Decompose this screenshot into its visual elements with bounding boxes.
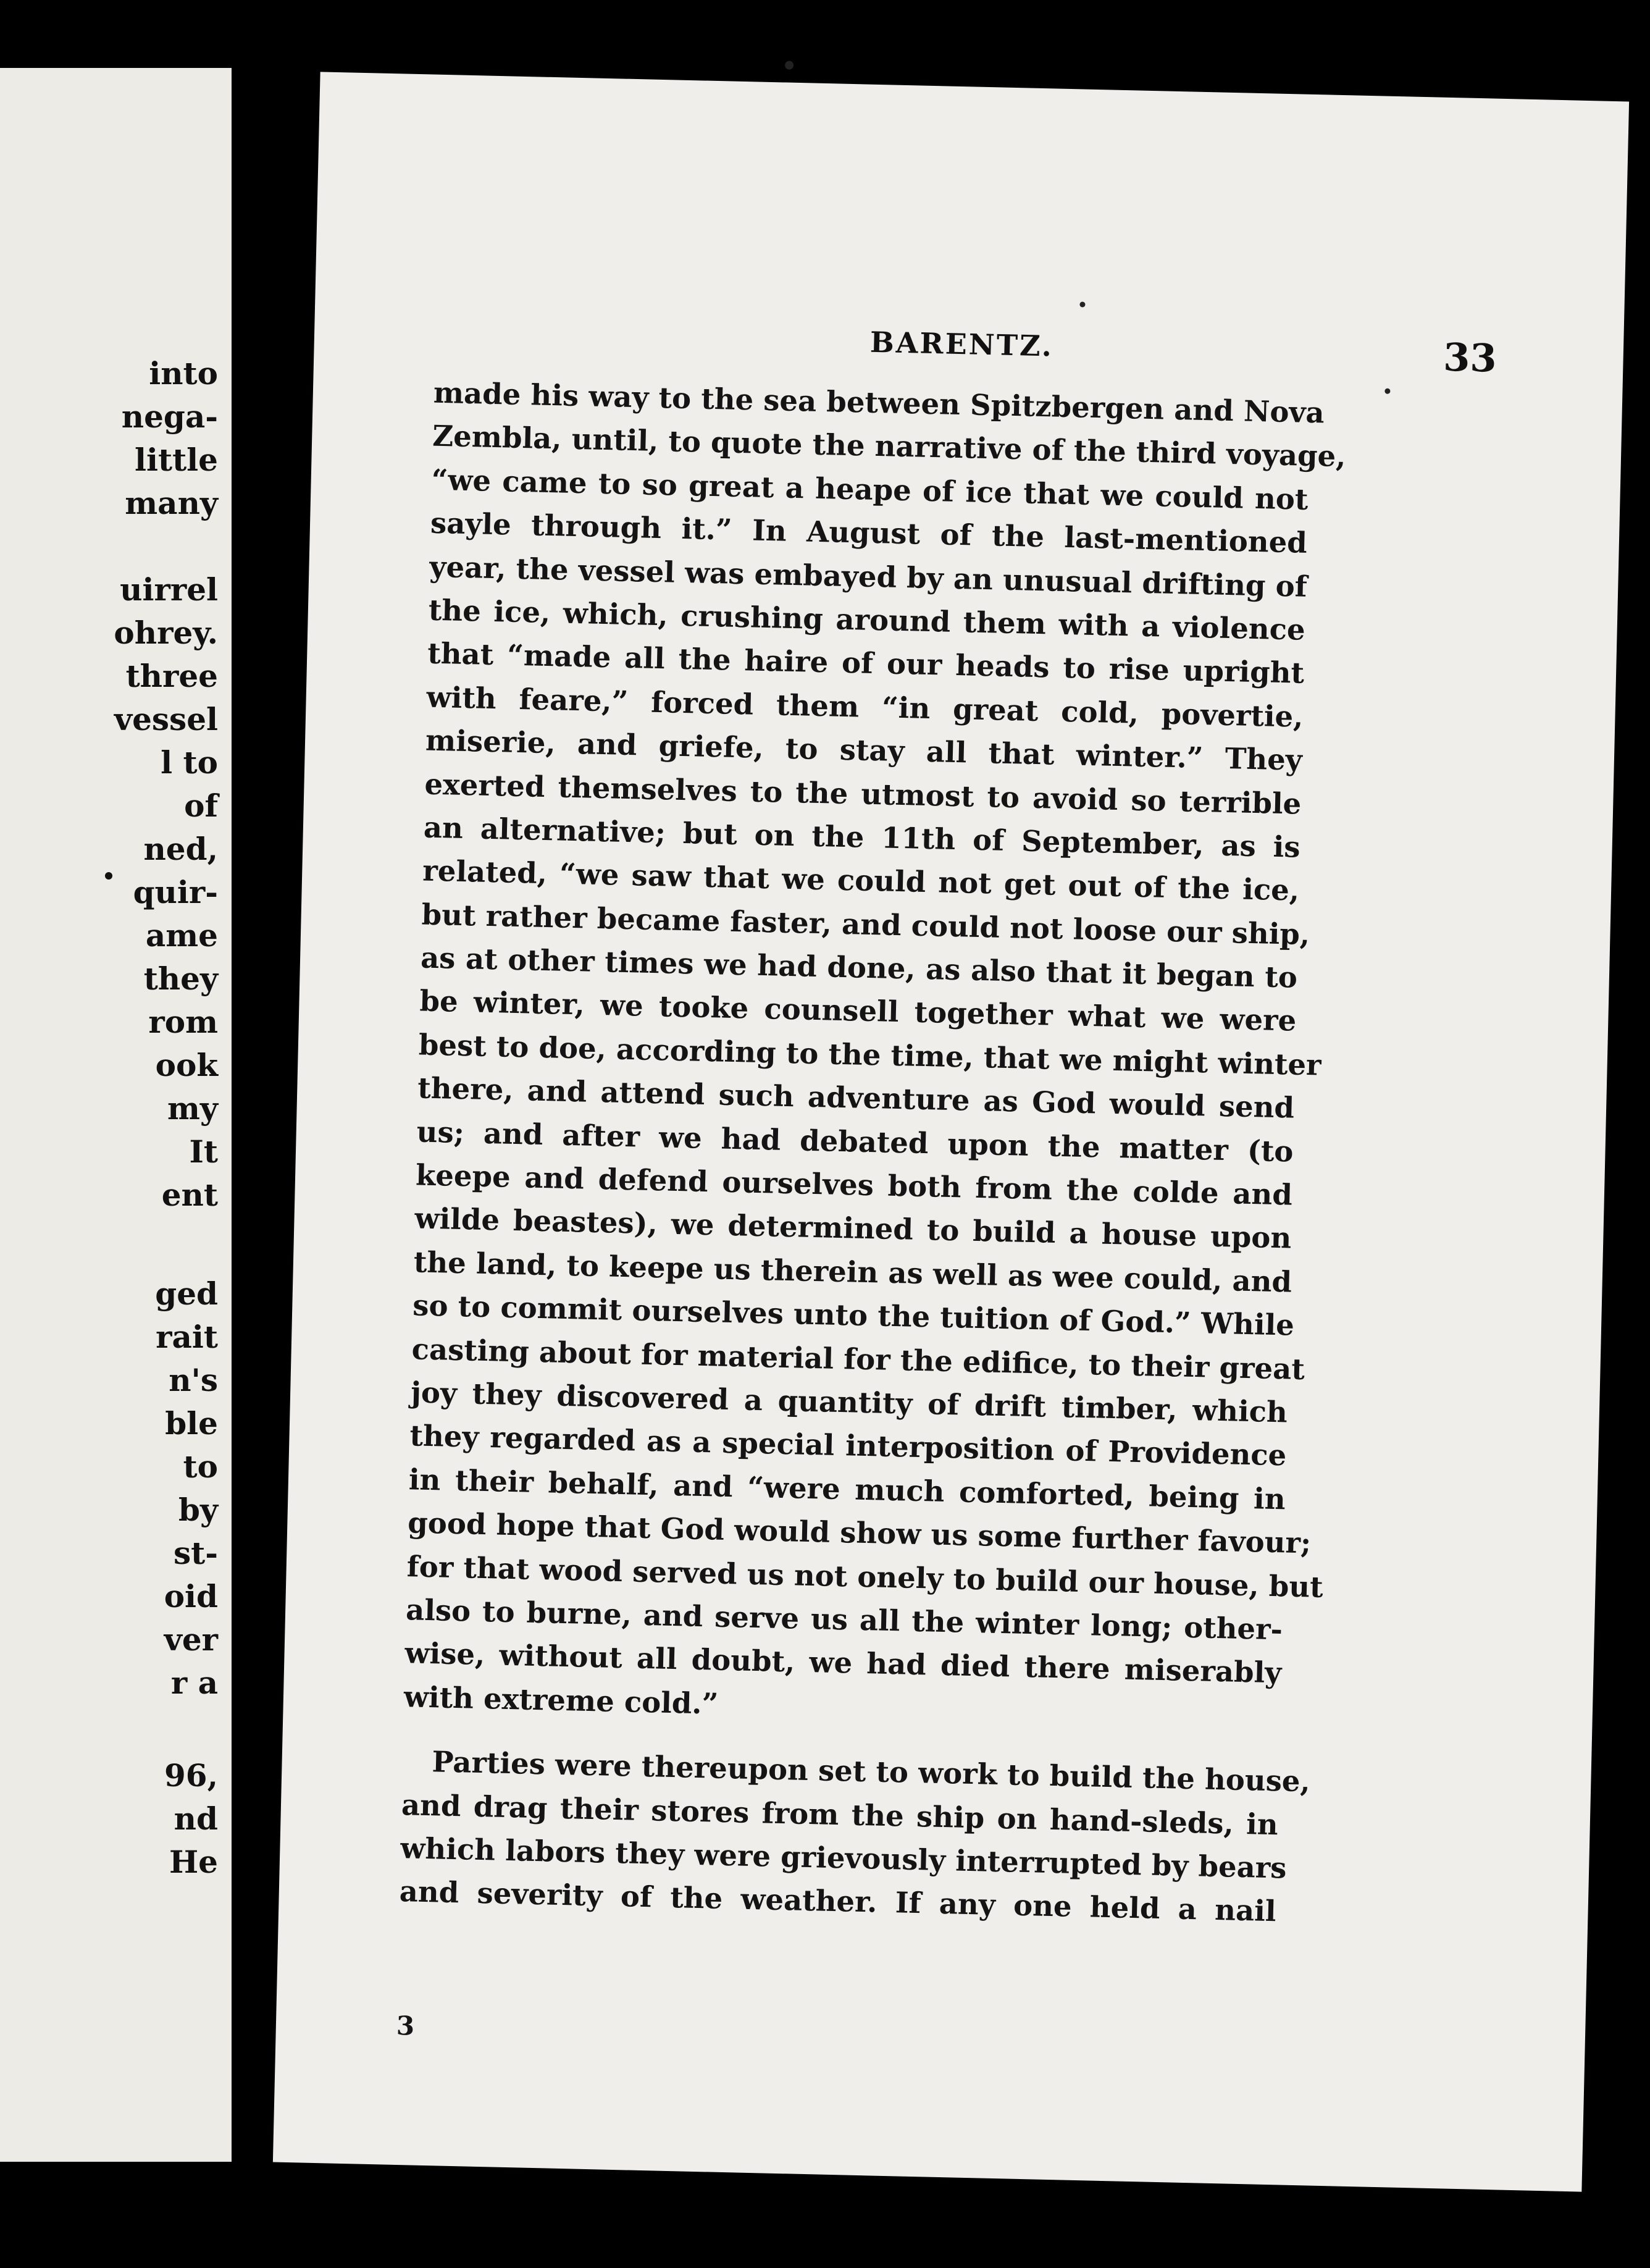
left-page-line-fragment: ned, xyxy=(143,831,218,867)
left-page-line-fragment: nega- xyxy=(121,398,218,435)
left-page-line-fragment: r a xyxy=(170,1665,218,1701)
left-page-line-fragment: rom xyxy=(148,1004,218,1040)
left-page-line-fragment: rait xyxy=(156,1319,218,1355)
left-page-line-fragment: my xyxy=(167,1090,218,1127)
left-page-line-fragment: uirrel xyxy=(120,571,218,608)
text-line: as at other times we had done, as also that it began to xyxy=(420,940,1298,994)
text-line: Zembla, until, to quote the narrative of the third voyage, xyxy=(432,419,1347,474)
text-line: good hope that God would show us some further favour; xyxy=(407,1505,1312,1560)
text-line: exerted themselves to the utmost to avoid so terrible xyxy=(424,766,1302,821)
text-line: related, “we saw that we could not get out of the ice, xyxy=(422,853,1300,907)
left-page-line-fragment: vessel xyxy=(114,701,218,737)
left-page-line-fragment: of xyxy=(184,788,218,824)
text-line: for that wood served us not onely to build our house, but xyxy=(406,1548,1324,1604)
text-line: us; and after we had debated upon the matter (to xyxy=(416,1114,1294,1169)
left-page-line-fragment: they xyxy=(143,960,218,997)
left-page-line-fragment: little xyxy=(135,442,218,478)
text-line: sayle through it.” In August of the last-mentioned xyxy=(430,505,1308,560)
text-line: wilde beastes), we determined to build a house upon xyxy=(414,1201,1292,1255)
text-line: with feare,” forced them “in great cold, povertie, xyxy=(426,679,1304,734)
left-page-line-fragment: to xyxy=(183,1448,218,1485)
text-line: also to burne, and serve us all the winter long; other- xyxy=(405,1592,1283,1647)
left-page-line-fragment: oid xyxy=(164,1578,218,1615)
left-page-line-fragment: 96, xyxy=(164,1757,218,1794)
text-line: made his way to the sea between Spitzbergen and Nova xyxy=(433,375,1325,430)
ink-speck xyxy=(1384,388,1390,394)
text-line: and severity of the weather. If any one held a nail xyxy=(399,1874,1277,1928)
text-line: wise, without all doubt, we had died there miserably xyxy=(404,1636,1282,1690)
left-page-line-fragment: three xyxy=(125,658,218,694)
left-page-line-fragment: ver xyxy=(164,1621,218,1658)
left-page-line-fragment: st- xyxy=(174,1535,218,1571)
left-facing-page xyxy=(0,68,232,2162)
text-line: be winter, we tooke counsell together what we were xyxy=(419,983,1297,1038)
left-page-line-fragment: He xyxy=(169,1844,218,1880)
text-line: which labors they were grievously interrupted by bears xyxy=(400,1830,1288,1885)
left-page-line-fragment: many xyxy=(125,485,218,521)
text-line: there, and attend such adventure as God would send xyxy=(417,1070,1295,1125)
left-page-line-fragment: n's xyxy=(169,1362,218,1398)
left-page-line-fragment: nd xyxy=(174,1800,218,1837)
left-page-line-fragment: ged xyxy=(155,1275,218,1312)
ink-speck xyxy=(1079,301,1085,307)
left-page-line-fragment: ble xyxy=(165,1405,218,1442)
page-number: 33 xyxy=(1443,334,1497,381)
left-page-line-fragment: ent xyxy=(161,1177,218,1213)
text-line: but rather became faster, and could not loose our ship, xyxy=(421,897,1310,951)
left-page-line-fragment: l to xyxy=(161,744,218,781)
text-line: joy they discovered a quantity of drift timber, which xyxy=(410,1375,1288,1429)
text-line: Parties were thereupon set to work to build the house, xyxy=(432,1744,1311,1799)
text-line: keepe and defend ourselves both from the colde and xyxy=(415,1157,1293,1212)
text-line: they regarded as a special interposition of Providence xyxy=(409,1418,1287,1472)
text-line: casting about for material for the edifice, to their great xyxy=(411,1331,1305,1386)
text-line: “we came to so great a heape of ice that we could not xyxy=(431,462,1309,516)
ink-speck xyxy=(105,872,112,880)
left-page-line-fragment: into xyxy=(149,355,218,392)
text-line: and drag their stores from the ship on hand-sleds, in xyxy=(401,1787,1279,1841)
left-page-line-fragment: ook xyxy=(155,1047,218,1083)
left-page-line-fragment: quir- xyxy=(133,874,218,910)
text-line: miserie, and griefe, to stay all that winter.” They xyxy=(425,723,1303,777)
left-page-line-fragment: It xyxy=(189,1133,218,1170)
ink-speck xyxy=(785,61,794,69)
text-line: best to doe, according to the time, that we might winter xyxy=(418,1027,1322,1082)
text-line: that “made all the haire of our heads to rise upright xyxy=(427,636,1305,691)
body-text xyxy=(399,371,1347,1933)
running-title: BARENTZ. xyxy=(869,325,1054,363)
text-line: year, the vessel was embayed by an unusual drifting of xyxy=(429,549,1308,603)
right-page xyxy=(273,72,1629,2191)
text-line: in their behalf, and “were much comforted, being in xyxy=(408,1461,1286,1516)
text-line: with extreme cold.” xyxy=(403,1679,719,1721)
left-page-line-fragment: ohrey. xyxy=(114,615,218,651)
text-line: the land, to keepe us therein as well as wee could, and xyxy=(413,1245,1292,1299)
text-line: the ice, which, crushing around them with a violence xyxy=(428,592,1306,647)
text-line: so to commit ourselves unto the tuition of God.” While xyxy=(412,1288,1295,1342)
signature-mark: 3 xyxy=(396,2010,415,2041)
left-page-line-fragment: by xyxy=(178,1492,218,1528)
text-line: an alternative; but on the 11th of September, as is xyxy=(423,810,1301,864)
left-page-line-fragment: ame xyxy=(145,917,218,954)
